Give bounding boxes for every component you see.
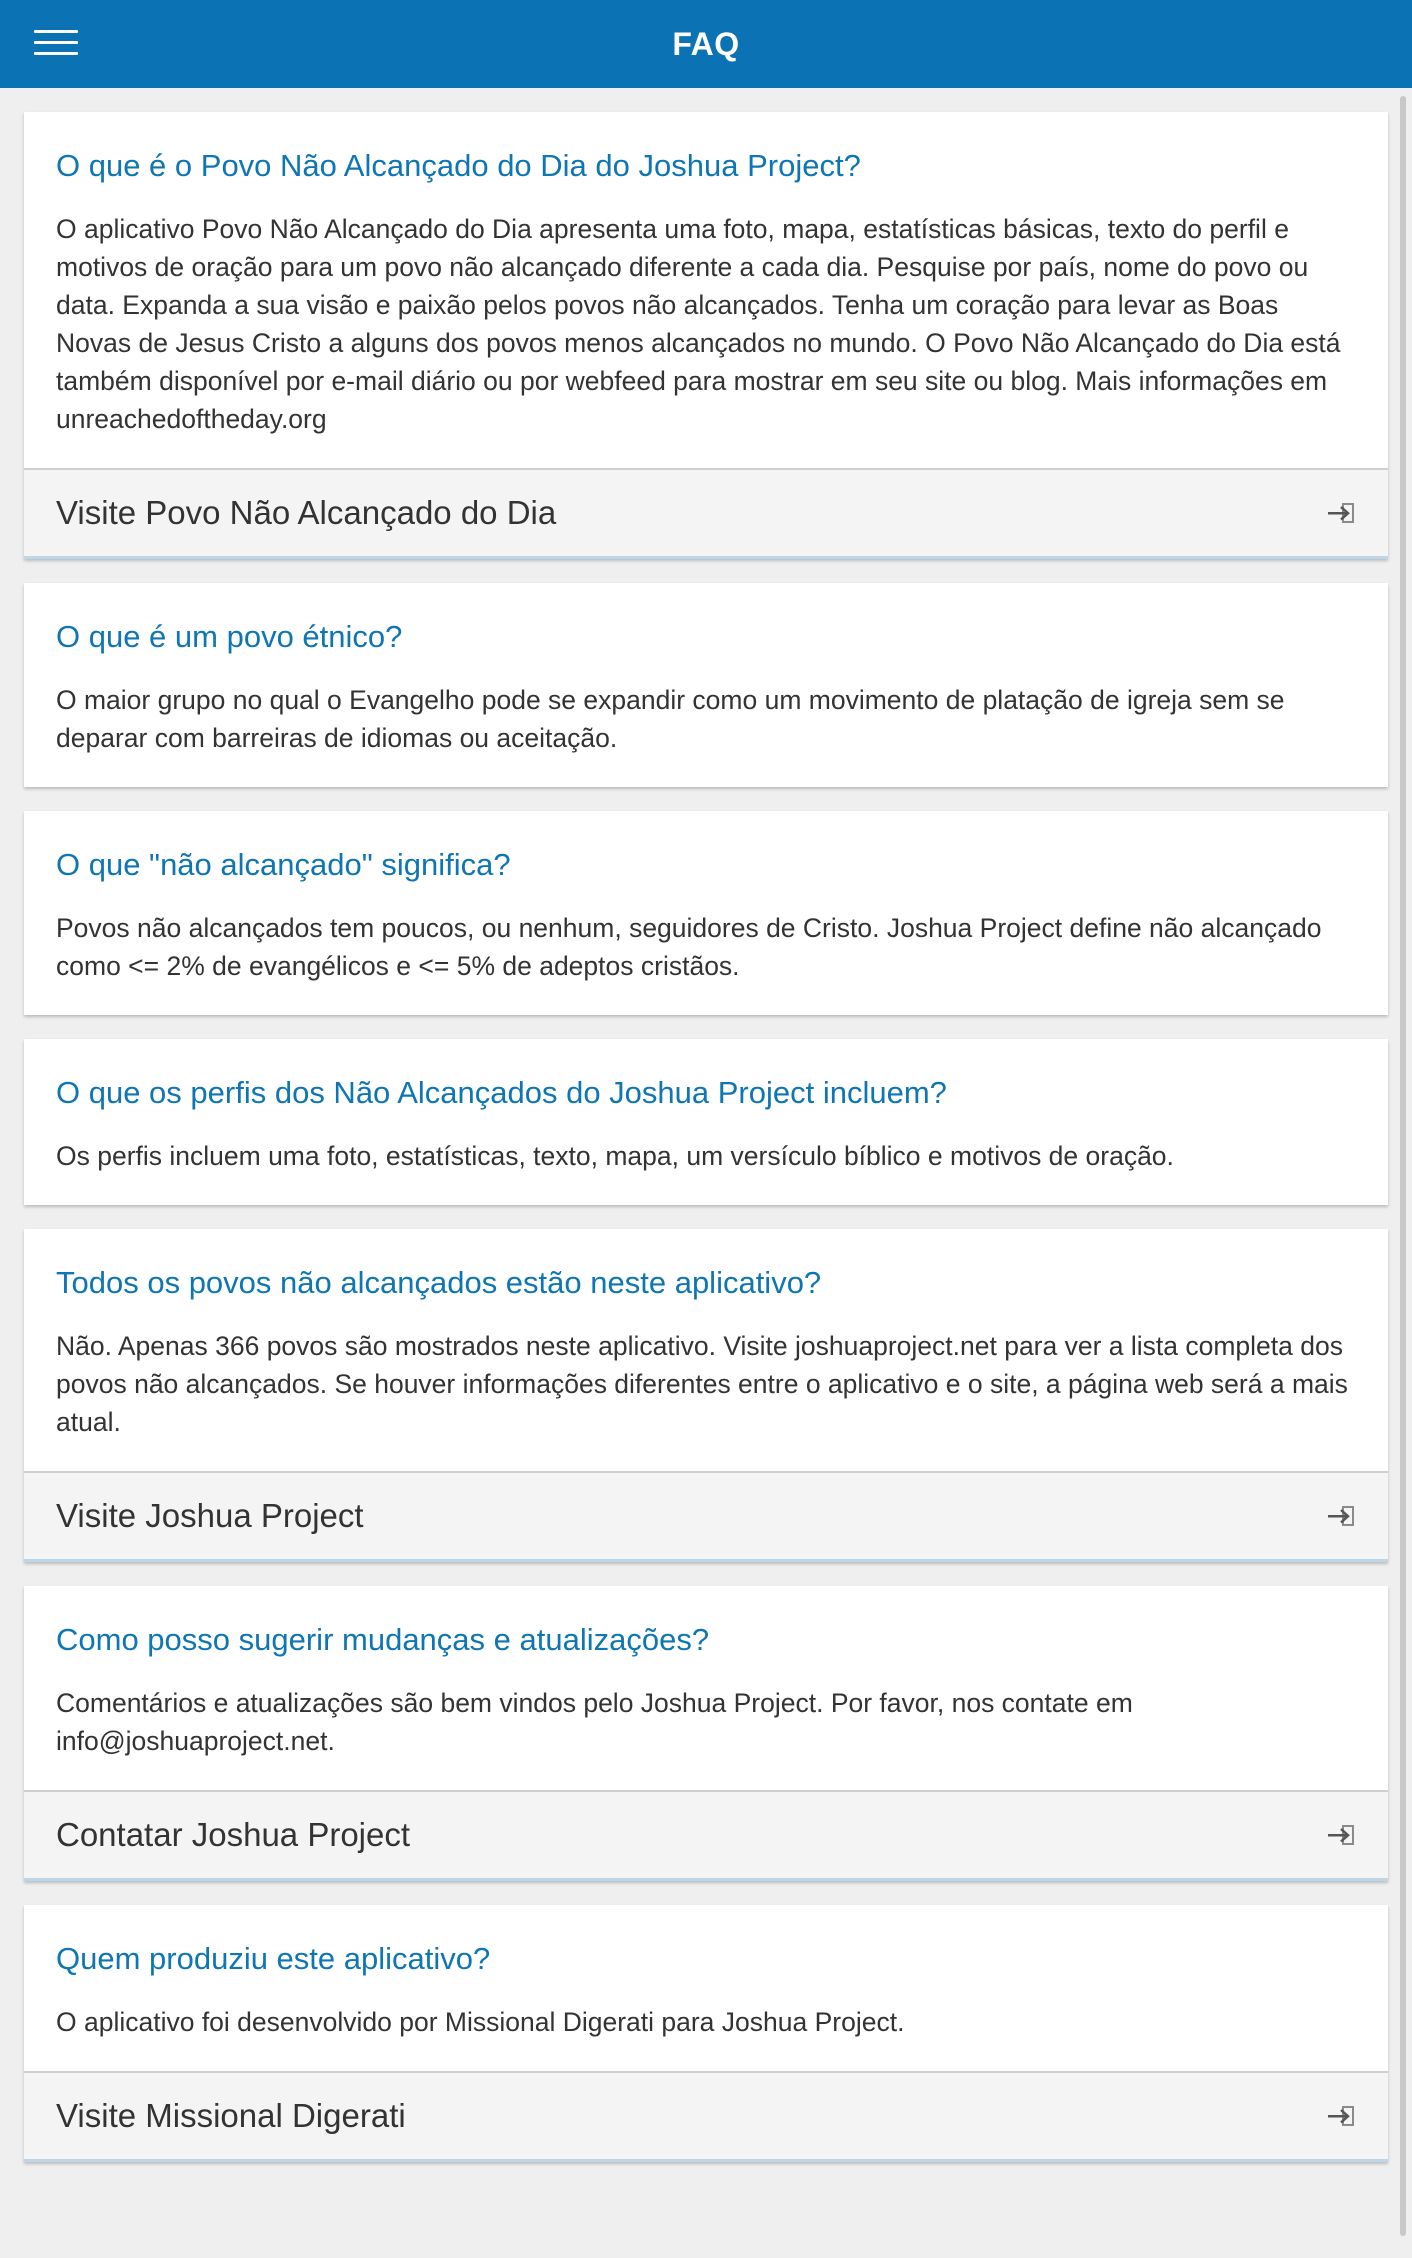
link-label: Contatar Joshua Project bbox=[56, 1816, 411, 1853]
visit-missional-digerati-link[interactable] bbox=[24, 2071, 1388, 2162]
external-link-arrow-icon bbox=[1326, 502, 1356, 524]
contact-joshua-project-link[interactable] bbox=[24, 1790, 1388, 1881]
faq-answer: O maior grupo no qual o Evangelho pode se expandir como um movimento de platação de igreja sem se deparar com barreiras de idiomas ou aceitação. bbox=[56, 685, 1285, 753]
faq-answer: O aplicativo foi desenvolvido por Missional Digerati para Joshua Project. bbox=[56, 2007, 905, 2037]
page-title: FAQ bbox=[672, 25, 740, 62]
app-header bbox=[0, 0, 1412, 88]
scrollbar[interactable] bbox=[1400, 96, 1406, 2236]
external-link-arrow-icon bbox=[1326, 2105, 1356, 2127]
faq-question: O que os perfis dos Não Alcançados do Joshua Project incluem? bbox=[56, 1075, 947, 1110]
faq-answer: Não. Apenas 366 povos são mostrados neste aplicativo. Visite joshuaproject.net para ver a lista completa dos povos não alcançados. Se houver informações diferentes entre o aplicativo e o site, a página web será a mais atual. bbox=[56, 1331, 1348, 1437]
faq-list bbox=[24, 112, 1388, 2186]
hamburger-menu-icon[interactable] bbox=[34, 28, 78, 58]
faq-question: Todos os povos não alcançados estão neste aplicativo? bbox=[56, 1265, 822, 1300]
faq-card-all-peoples bbox=[24, 1229, 1388, 1562]
faq-card-unreached-of-the-day bbox=[24, 112, 1388, 559]
faq-answer: O aplicativo Povo Não Alcançado do Dia apresenta uma foto, mapa, estatísticas básicas, texto do perfil e motivos de oração para um povo não alcançado diferente a cada dia. Pesquise por país, nome do povo ou data. Expanda a sua visão e paixão pelos povos não alcançados. Tenha um coração para levar as Boas Novas de Jesus Cristo a alguns dos povos menos alcançados no mundo. O Povo Não Alcançado do Dia está também disponível por e-mail diário ou por webfeed para mostrar em seu site ou blog. Mais informações em unreachedoftheday.org bbox=[56, 214, 1341, 434]
faq-question: O que é um povo étnico? bbox=[56, 619, 403, 654]
faq-question: O que é o Povo Não Alcançado do Dia do Joshua Project? bbox=[56, 148, 861, 183]
visit-joshua-project-link[interactable] bbox=[24, 1471, 1388, 1562]
faq-answer: Comentários e atualizações são bem vindos pelo Joshua Project. Por favor, nos contate em info@joshuaproject.net. bbox=[56, 1688, 1133, 1756]
faq-answer: Os perfis incluem uma foto, estatísticas, texto, mapa, um versículo bíblico e motivos de oração. bbox=[56, 1141, 1174, 1171]
external-link-arrow-icon bbox=[1326, 1505, 1356, 1527]
faq-question: Como posso sugerir mudanças e atualizações? bbox=[56, 1622, 710, 1657]
faq-card-suggest-changes bbox=[24, 1586, 1388, 1881]
faq-card-profiles-include bbox=[24, 1039, 1388, 1205]
link-label: Visite Povo Não Alcançado do Dia bbox=[56, 494, 557, 531]
faq-answer: Povos não alcançados tem poucos, ou nenhum, seguidores de Cristo. Joshua Project define não alcançado como <= 2% de evangélicos e <= 5% de adeptos cristãos. bbox=[56, 913, 1322, 981]
link-label: Visite Joshua Project bbox=[56, 1497, 364, 1534]
faq-card-ethnic-people bbox=[24, 583, 1388, 787]
link-label: Visite Missional Digerati bbox=[56, 2097, 406, 2134]
external-link-arrow-icon bbox=[1326, 1824, 1356, 1846]
faq-card-unreached-meaning bbox=[24, 811, 1388, 1015]
faq-question: O que "não alcançado" significa? bbox=[56, 847, 511, 882]
visit-unreached-of-the-day-link[interactable] bbox=[24, 468, 1388, 559]
faq-card-who-produced bbox=[24, 1905, 1388, 2162]
faq-question: Quem produziu este aplicativo? bbox=[56, 1941, 491, 1976]
